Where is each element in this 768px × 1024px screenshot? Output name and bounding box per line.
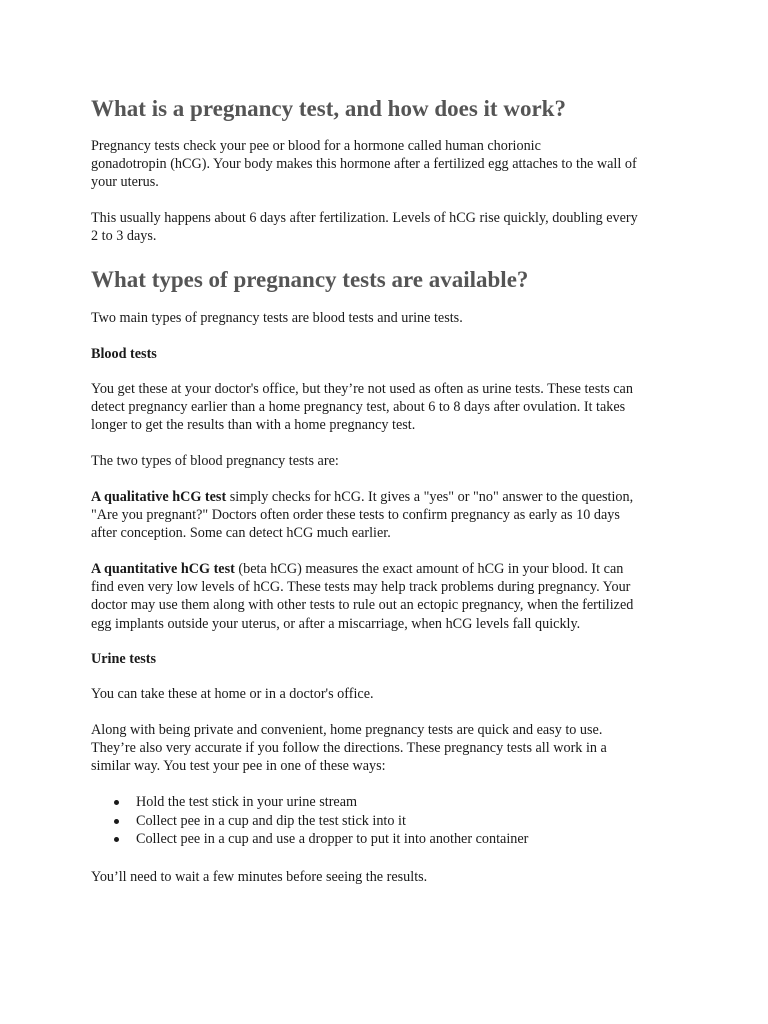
- text-line: They’re also very accurate if you follow the directions. These pregnancy tests all work in a: [91, 740, 607, 757]
- text-line: You get these at your doctor's office, but they’re not used as often as urine tests. These tests can: [91, 381, 633, 397]
- list-item-text: Hold the test stick in your urine stream: [136, 794, 358, 810]
- paragraph-hcg-timing: [91, 209, 638, 245]
- term-quantitative-hcg-test: A quantitative hCG test: [91, 561, 235, 577]
- paragraph-types-intro: [91, 309, 463, 327]
- bullet-dot-icon: [114, 837, 119, 842]
- paragraph-blood-types: [91, 452, 339, 470]
- text-line: after conception. Some can detect hCG much earlier.: [91, 525, 391, 542]
- text-run: (beta hCG) measures the exact amount of hCG in your blood. It can: [234, 561, 624, 577]
- paragraph-home-tests: [91, 721, 607, 776]
- text-line: Along with being private and convenient, home pregnancy tests are quick and easy to use.: [91, 722, 603, 738]
- list-item: [91, 830, 528, 849]
- list-item: [91, 812, 528, 831]
- text-line: [91, 560, 633, 578]
- text-line: longer to get the results than with a home pregnancy test.: [91, 417, 416, 434]
- text-line: Pregnancy tests check your pee or blood for a hormone called human chorionic: [91, 138, 541, 154]
- subheading-blood-tests: Blood tests: [91, 346, 157, 362]
- text-line: doctor may use them along with other tests to rule out an ectopic pregnancy, when the fertilized: [91, 597, 634, 614]
- text-line: The two types of blood pregnancy tests are:: [91, 453, 339, 469]
- heading-what-is-pregnancy-test: What is a pregnancy test, and how does it work?: [91, 96, 566, 121]
- paragraph-urine-where: [91, 685, 374, 703]
- list-item: [91, 793, 528, 812]
- paragraph-hcg-intro: [91, 137, 637, 192]
- subheading-urine-tests: Urine tests: [91, 651, 157, 667]
- text-line: [91, 488, 633, 506]
- bullet-dot-icon: [114, 819, 119, 824]
- text-line: similar way. You test your pee in one of these ways:: [91, 758, 386, 775]
- list-item-text: Collect pee in a cup and dip the test stick into it: [136, 812, 406, 829]
- text-line: You can take these at home or in a doctor's office.: [91, 686, 374, 702]
- text-line: This usually happens about 6 days after fertilization. Levels of hCG rise quickly, doubling every: [91, 210, 638, 226]
- bullet-dot-icon: [114, 800, 119, 805]
- paragraph-qualitative-test: [91, 488, 633, 543]
- heading-types-of-tests: What types of pregnancy tests are available?: [91, 267, 529, 292]
- text-line: Two main types of pregnancy tests are blood tests and urine tests.: [91, 310, 463, 326]
- text-line: your uterus.: [91, 174, 159, 191]
- list-item-text: Collect pee in a cup and use a dropper to put it into another container: [136, 831, 529, 848]
- text-line: egg implants outside your uterus, or after a miscarriage, when hCG levels fall quickly.: [91, 615, 581, 632]
- text-line: "Are you pregnant?" Doctors often order these tests to confirm pregnancy as early as 10 days: [91, 507, 620, 524]
- text-line: find even very low levels of hCG. These tests may help track problems during pregnancy. Your: [91, 579, 631, 596]
- text-line: detect pregnancy earlier than a home pregnancy test, about 6 to 8 days after ovulation. It takes: [91, 399, 626, 416]
- paragraph-wait-results: [91, 868, 427, 886]
- text-run: simply checks for hCG. It gives a "yes" or "no" answer to the question,: [226, 489, 634, 505]
- text-line: 2 to 3 days.: [91, 228, 157, 245]
- text-line: gonadotropin (hCG). Your body makes this hormone after a fertilized egg attaches to the wall of: [91, 156, 637, 173]
- text-line: You’ll need to wait a few minutes before seeing the results.: [91, 869, 428, 885]
- paragraph-quantitative-test: [91, 560, 633, 633]
- bullet-list-test-methods: [91, 793, 528, 849]
- paragraph-blood-tests: [91, 380, 633, 435]
- term-qualitative-hcg-test: A qualitative hCG test: [91, 489, 227, 505]
